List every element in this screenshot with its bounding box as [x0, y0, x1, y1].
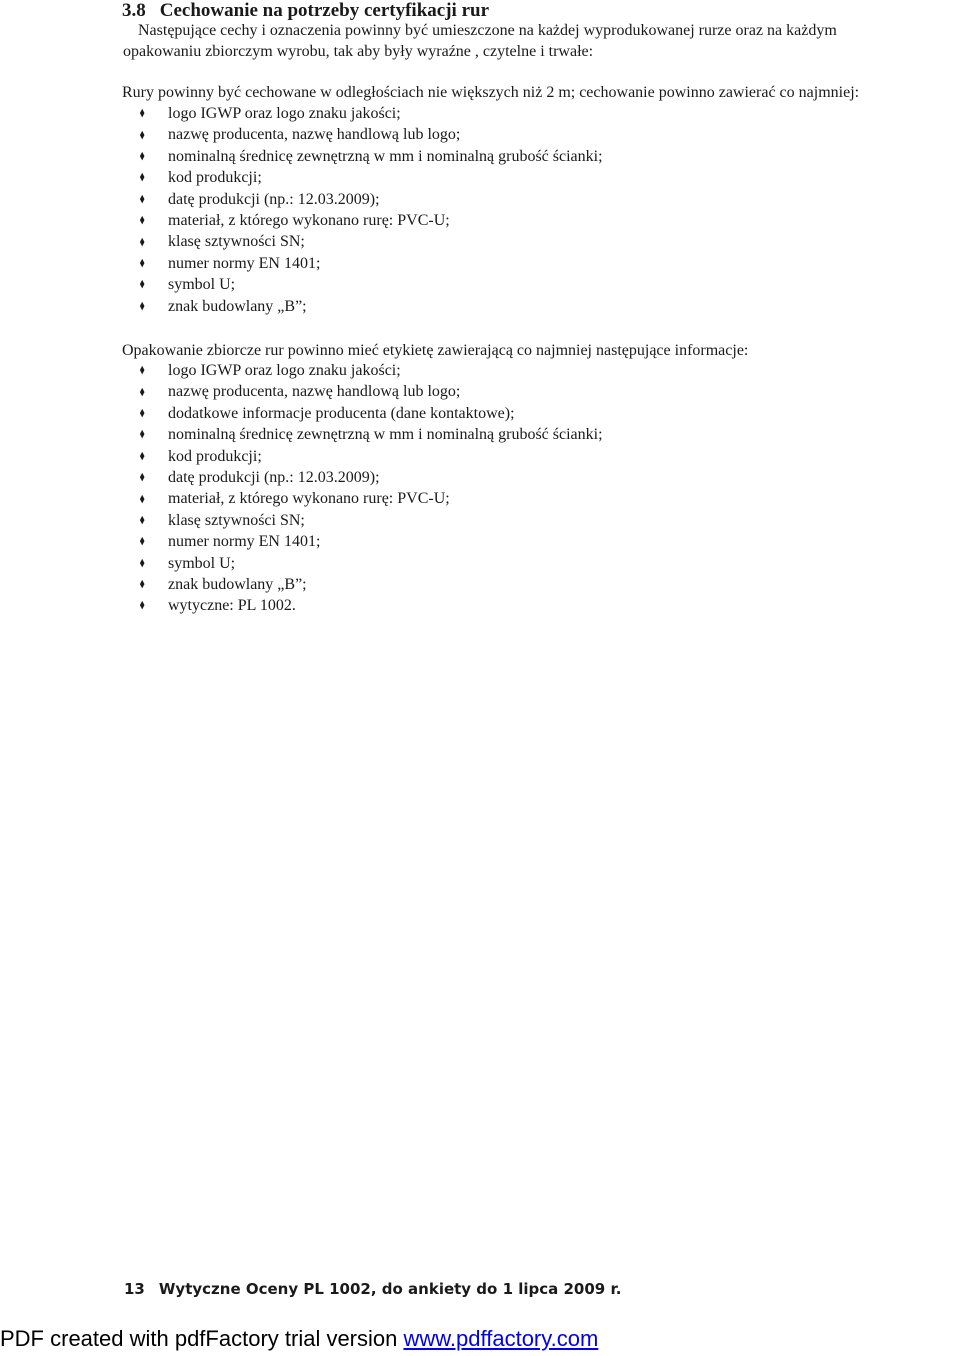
list-item [138, 424, 603, 445]
list-item [138, 381, 603, 402]
intro-line-1: Następujące cechy i oznaczenia powinny być umieszczone na każdej wyprodukowanej rurze oraz na każdym [138, 22, 837, 39]
section-heading [122, 0, 489, 22]
list-item-text: kod produkcji; [168, 169, 262, 187]
list-item-text: kod produkcji; [168, 447, 262, 465]
banner-text: PDF created with pdfFactory trial version [0, 1326, 404, 1351]
diamond-bullet-icon [138, 108, 168, 119]
list-item-text: logo IGWP oraz logo znaku jakości; [168, 105, 401, 122]
diamond-bullet-icon [138, 365, 168, 376]
footer-text: Wytyczne Oceny PL 1002, do ankiety do 1 lipca 2009 r. [158, 1280, 622, 1298]
diamond-bullet-icon [138, 172, 168, 183]
list-item-text: klasę sztywności SN; [168, 233, 305, 251]
diamond-bullet-icon [138, 515, 168, 526]
list-item [138, 574, 603, 595]
list-item [138, 253, 603, 274]
list-item-text: numer normy EN 1401; [168, 533, 321, 551]
diamond-bullet-icon [138, 472, 168, 483]
list-item [138, 189, 603, 210]
list-item [138, 124, 603, 145]
list-item [138, 553, 603, 574]
diamond-bullet-icon [138, 237, 168, 248]
packaging-lead: Opakowanie zbiorcze rur powinno mieć etykietę zawierającą co najmniej następujące informacje: [122, 342, 749, 359]
diamond-bullet-icon [138, 600, 168, 611]
list-item-text: znak budowlany „B”; [168, 575, 307, 593]
diamond-bullet-icon [138, 258, 168, 269]
intro-line-2: opakowaniu zbiorczym wyrobu, tak aby były wyraźne , czytelne i trwałe: [123, 43, 594, 60]
list-item-text: materiał, z którego wykonano rurę: PVC-U; [168, 211, 450, 229]
list-item-text: dodatkowe informacje producenta (dane kontaktowe); [168, 404, 515, 422]
diamond-bullet-icon [138, 579, 168, 590]
diamond-bullet-icon [138, 408, 168, 419]
diamond-bullet-icon [138, 558, 168, 569]
pipes-lead: Rury powinny być cechowane w odległościach nie większych niż 2 m; cechowanie powinno zawierać co najmniej: [122, 84, 860, 101]
list-item-text: nominalną średnicę zewnętrzną w mm i nominalną grubość ścianki; [168, 426, 603, 444]
diamond-bullet-icon [138, 387, 168, 398]
diamond-bullet-icon [138, 429, 168, 440]
list-item-text: numer normy EN 1401; [168, 254, 321, 272]
diamond-bullet-icon [138, 301, 168, 312]
list-item [138, 360, 603, 381]
intro-paragraph [123, 20, 948, 62]
list-item [138, 274, 603, 295]
list-item [138, 488, 603, 509]
list-item [138, 146, 603, 167]
list-item [138, 296, 603, 317]
diamond-bullet-icon [138, 451, 168, 462]
page-number: 13 [124, 1280, 145, 1298]
diamond-bullet-icon [138, 279, 168, 290]
list-item-text: logo IGWP oraz logo znaku jakości; [168, 362, 401, 379]
list-item-text: znak budowlany „B”; [168, 297, 307, 315]
pdf-trial-banner [0, 1326, 598, 1352]
list-item [138, 595, 603, 616]
list-item-text: wytyczne: PL 1002. [168, 597, 296, 615]
list-item-text: symbol U; [168, 554, 236, 572]
list-item [138, 403, 603, 424]
pdffactory-link[interactable]: www.pdffactory.com [403, 1326, 599, 1351]
list-item-text: materiał, z którego wykonano rurę: PVC-U; [168, 490, 450, 508]
diamond-bullet-icon [138, 194, 168, 205]
list-item-text: nazwę producenta, nazwę handlową lub logo; [168, 383, 461, 401]
diamond-bullet-icon [138, 536, 168, 547]
section-number: 3.8 [122, 0, 146, 21]
diamond-bullet-icon [138, 151, 168, 162]
list-item [138, 167, 603, 188]
list-item-text: klasę sztywności SN; [168, 511, 305, 529]
list-item-text: symbol U; [168, 276, 236, 294]
list-item-text: nazwę producenta, nazwę handlową lub logo; [168, 126, 461, 144]
list-item [138, 210, 603, 231]
diamond-bullet-icon [138, 494, 168, 505]
page-footer [124, 1280, 621, 1298]
packaging-label-list [138, 360, 603, 617]
list-item-text: nominalną średnicę zewnętrzną w mm i nominalną grubość ścianki; [168, 147, 603, 165]
list-item [138, 467, 603, 488]
list-item-text: datę produkcji (np.: 12.03.2009); [168, 190, 380, 208]
diamond-bullet-icon [138, 130, 168, 141]
list-item [138, 510, 603, 531]
diamond-bullet-icon [138, 215, 168, 226]
section-title: Cechowanie na potrzeby certyfikacji rur [159, 0, 490, 21]
list-item [138, 531, 603, 552]
list-item [138, 103, 603, 124]
list-item [138, 231, 603, 252]
pipes-marking-list [138, 103, 603, 317]
list-item [138, 446, 603, 467]
list-item-text: datę produkcji (np.: 12.03.2009); [168, 468, 380, 486]
